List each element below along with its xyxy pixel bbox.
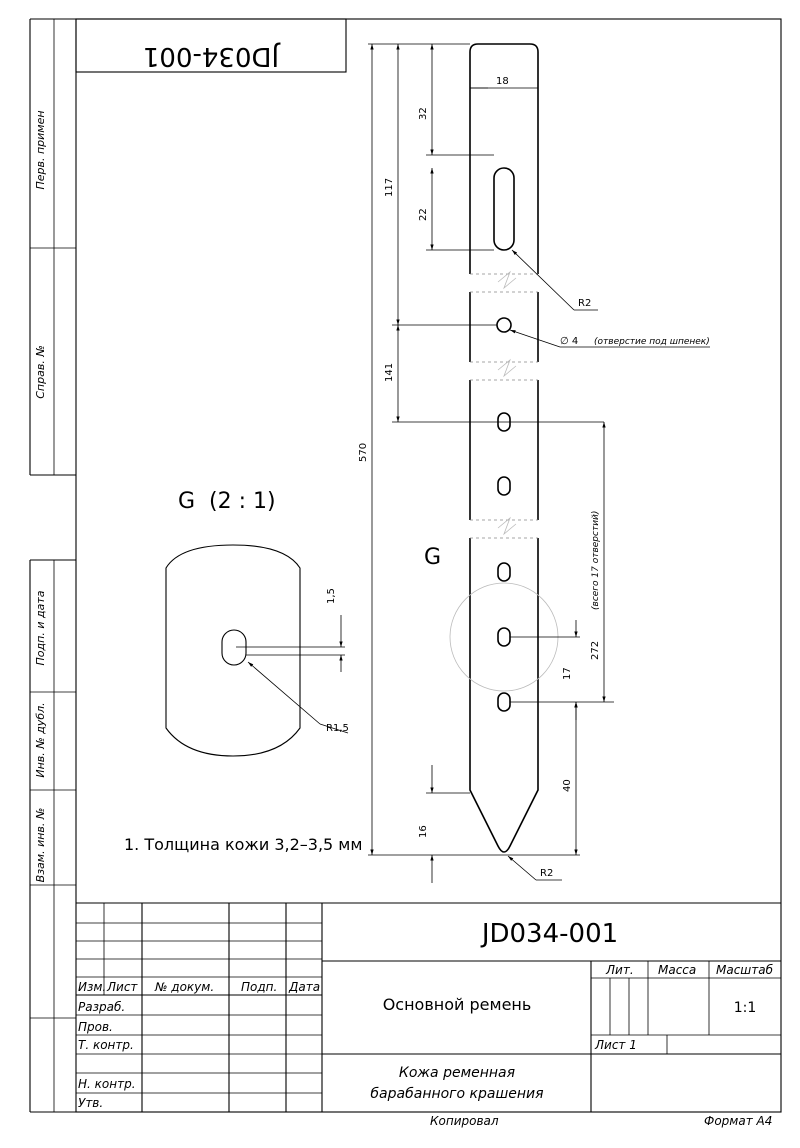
title-part-name: Основной ремень bbox=[382, 995, 532, 1014]
footer-copied: Копировал bbox=[430, 1114, 499, 1128]
strap-hole bbox=[498, 628, 510, 646]
detail-scale-label: G (2 : 1) bbox=[178, 489, 276, 514]
strap-tip bbox=[470, 538, 538, 852]
strap-hole-peg bbox=[497, 318, 511, 332]
dim-32: 32 bbox=[418, 107, 429, 120]
dim-272: 272 bbox=[590, 640, 601, 660]
mass-label: Масса bbox=[658, 963, 697, 977]
role-utv: Утв. bbox=[78, 1096, 104, 1110]
strap-drawing bbox=[358, 44, 710, 883]
detail-radius: R1,5 bbox=[326, 723, 349, 734]
header-podp: Подп. bbox=[241, 980, 278, 994]
lit-label: Лит. bbox=[606, 963, 634, 977]
material-note: 1. Толщина кожи 3,2–3,5 мм bbox=[124, 835, 363, 854]
footer-format: Формат А4 bbox=[704, 1114, 773, 1128]
dim-17: 17 bbox=[562, 667, 573, 680]
dim-width: 18 bbox=[496, 76, 509, 87]
dim-40: 40 bbox=[562, 779, 573, 792]
header-data: Дата bbox=[289, 980, 321, 994]
detail-slot bbox=[222, 630, 246, 665]
strap-slot bbox=[494, 168, 514, 250]
role-razrab: Разраб. bbox=[78, 1000, 126, 1014]
title-document-code: JD034-001 bbox=[481, 919, 619, 949]
hole-note: (отверстие под шпенек) bbox=[594, 337, 710, 347]
header-izm: Изм. bbox=[78, 980, 107, 994]
side-stamps bbox=[34, 110, 47, 882]
dim-141: 141 bbox=[384, 362, 395, 382]
role-n-kontr: Н. контр. bbox=[78, 1077, 136, 1091]
role-t-kontr: Т. контр. bbox=[78, 1038, 134, 1052]
side-stamp-vzam-inv: Взам. инв. № bbox=[34, 807, 47, 883]
hole-diameter: ∅ 4 bbox=[560, 336, 579, 347]
dim-22: 22 bbox=[418, 208, 429, 221]
mirrored-code-box bbox=[76, 19, 346, 72]
detail-view-g bbox=[166, 489, 349, 756]
dim-16: 16 bbox=[418, 825, 429, 838]
title-material-2: барабанного крашения bbox=[370, 1086, 544, 1102]
sheet-label: Лист 1 bbox=[595, 1038, 637, 1052]
strap-hole bbox=[498, 693, 510, 711]
sheet-frame bbox=[30, 19, 781, 1112]
role-prov: Пров. bbox=[78, 1020, 113, 1034]
side-stamp-podp-data: Подп. и дата bbox=[34, 590, 47, 666]
side-stamp-perv-primen: Перв. примен bbox=[34, 110, 47, 190]
title-material-1: Кожа ременная bbox=[398, 1065, 516, 1081]
slot-radius: R2 bbox=[578, 298, 592, 309]
dim-570: 570 bbox=[358, 442, 369, 462]
scale-value: 1:1 bbox=[733, 1000, 757, 1016]
detail-outline bbox=[166, 545, 300, 756]
strap-hole bbox=[498, 563, 510, 581]
tip-radius: R2 bbox=[540, 868, 554, 879]
mirrored-document-code: JD034-001 bbox=[142, 41, 280, 71]
holes-note: (всего 17 отверстий) bbox=[591, 510, 601, 610]
header-list: Лист bbox=[107, 980, 138, 994]
side-stamp-sprav-no: Справ. № bbox=[34, 345, 47, 399]
title-block bbox=[76, 903, 781, 1112]
dim-117: 117 bbox=[384, 177, 395, 197]
strap-hole bbox=[498, 477, 510, 495]
detail-g-callout: G bbox=[424, 545, 442, 570]
side-stamp-inv-dubl: Инв. № дубл. bbox=[34, 702, 47, 778]
scale-label: Масштаб bbox=[716, 963, 774, 977]
detail-dim-15: 1,5 bbox=[326, 588, 337, 604]
header-doc-no: № докум. bbox=[155, 980, 215, 994]
